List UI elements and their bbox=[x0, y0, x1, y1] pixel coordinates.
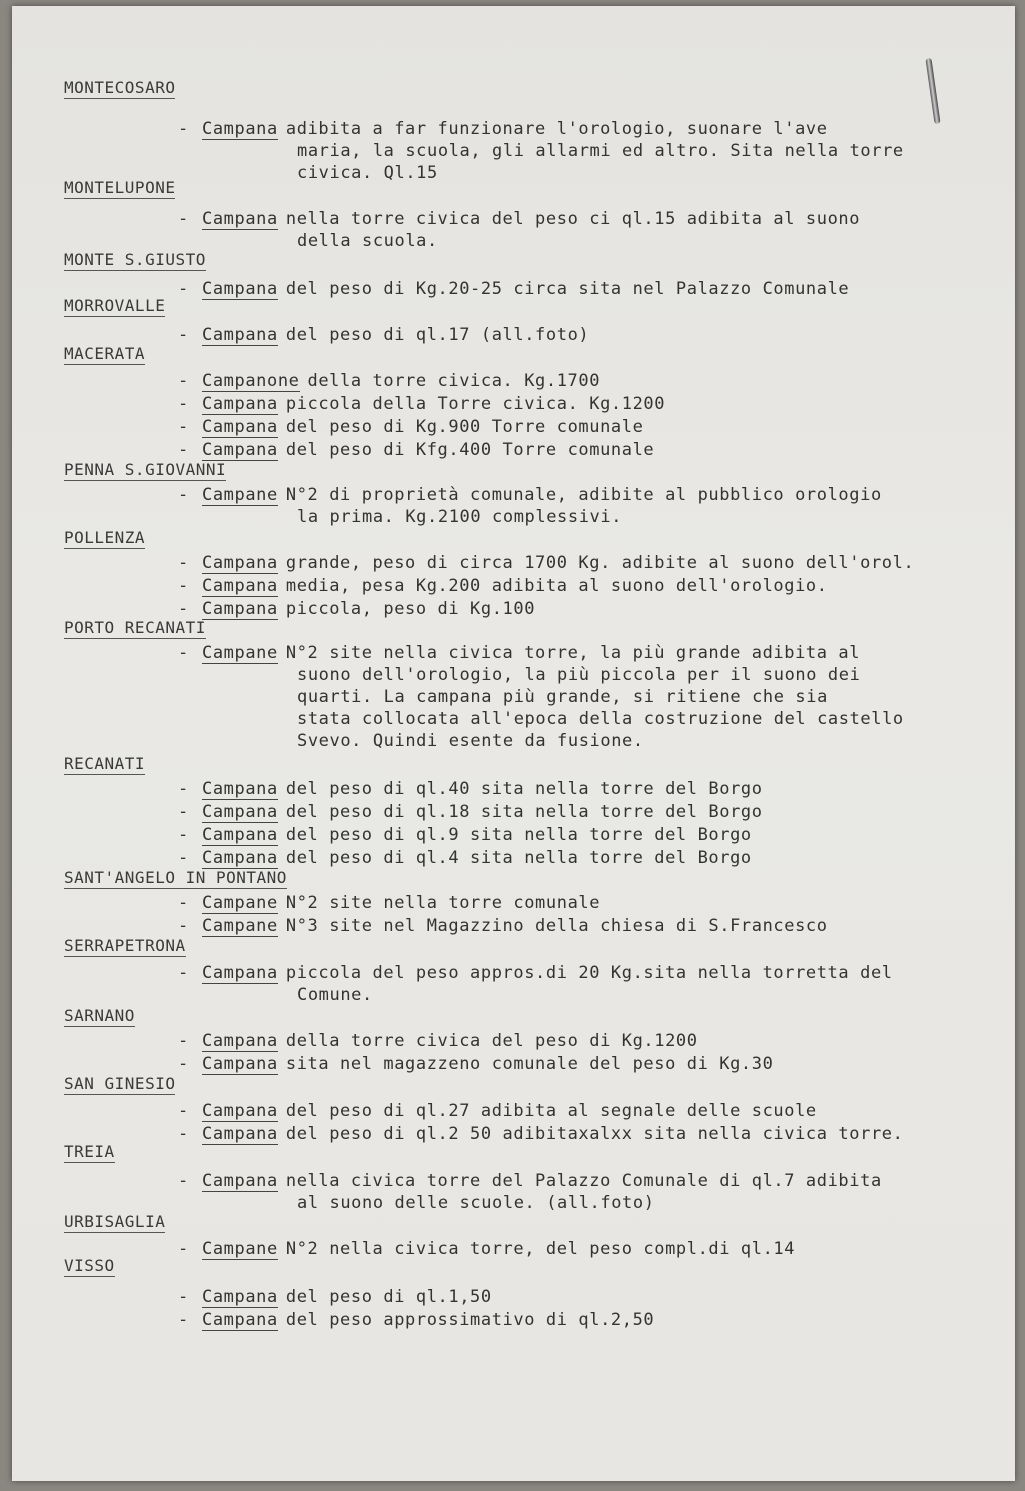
list-dash: - bbox=[178, 825, 189, 845]
bell-type-label: Campane bbox=[202, 643, 278, 663]
bell-entry bbox=[178, 1123, 903, 1145]
bell-type-label: Campane bbox=[202, 485, 278, 505]
bell-type-label: Campana bbox=[202, 1124, 278, 1144]
bell-type-label: Campana bbox=[202, 1171, 278, 1191]
bell-description-continuation: al suono delle scuole. (all.foto) bbox=[297, 1193, 655, 1213]
bell-description: piccola del peso appros.di 20 Kg.sita nella torretta del bbox=[285, 963, 893, 983]
bell-description: adibita a far funzionare l'orologio, suonare l'ave bbox=[285, 119, 828, 139]
list-dash: - bbox=[178, 1124, 189, 1144]
bell-inventory-list bbox=[12, 6, 1015, 1481]
bell-description: piccola della Torre civica. Kg.1200 bbox=[285, 394, 666, 414]
bell-description-continuation: stata collocata all'epoca della costruzione del castello bbox=[297, 709, 904, 729]
list-dash: - bbox=[178, 485, 189, 505]
bell-entry bbox=[178, 484, 882, 506]
bell-description-continuation: suono dell'orologio, la più piccola per il suono dei bbox=[297, 665, 861, 685]
bell-description-continuation: Comune. bbox=[297, 985, 373, 1005]
list-dash: - bbox=[178, 325, 189, 345]
town-heading: TREIA bbox=[64, 1142, 115, 1161]
bell-type-label: Campana bbox=[202, 1310, 278, 1330]
bell-entry bbox=[178, 962, 893, 984]
bell-description: del peso di Kg.900 Torre comunale bbox=[285, 417, 644, 437]
bell-entry bbox=[178, 598, 535, 620]
list-dash: - bbox=[178, 1239, 189, 1259]
town-heading: PORTO RECANATI bbox=[64, 618, 206, 637]
bell-entry bbox=[178, 1100, 817, 1122]
bell-description: della torre civica. Kg.1700 bbox=[307, 371, 601, 391]
list-dash: - bbox=[178, 371, 189, 391]
town-heading: PENNA S.GIOVANNI bbox=[64, 460, 227, 479]
bell-description: del peso di ql.18 sita nella torre del Borgo bbox=[285, 802, 763, 822]
list-dash: - bbox=[178, 1101, 189, 1121]
bell-description: nella civica torre del Palazzo Comunale di ql.7 adibita bbox=[285, 1171, 882, 1191]
bell-entry bbox=[178, 1238, 795, 1260]
bell-description-continuation: Svevo. Quindi esente da fusione. bbox=[297, 731, 644, 751]
bell-type-label: Campana bbox=[202, 119, 278, 139]
bell-description: del peso di ql.9 sita nella torre del Borgo bbox=[285, 825, 752, 845]
town-heading: MACERATA bbox=[64, 344, 146, 363]
bell-type-label: Campana bbox=[202, 440, 278, 460]
bell-entry bbox=[178, 278, 849, 300]
bell-entry bbox=[178, 801, 763, 823]
bell-description-continuation: civica. Ql.15 bbox=[297, 163, 438, 183]
bell-entry bbox=[178, 824, 752, 846]
bell-entry bbox=[178, 1170, 882, 1192]
list-dash: - bbox=[178, 643, 189, 663]
bell-type-label: Campana bbox=[202, 209, 278, 229]
list-dash: - bbox=[178, 394, 189, 414]
bell-description: sita nel magazzeno comunale del peso di Kg.30 bbox=[285, 1054, 774, 1074]
bell-entry bbox=[178, 393, 665, 415]
bell-description: del peso di ql.4 sita nella torre del Borgo bbox=[285, 848, 752, 868]
list-dash: - bbox=[178, 417, 189, 437]
bell-description: del peso di ql.1,50 bbox=[285, 1287, 492, 1307]
bell-entry bbox=[178, 118, 828, 140]
list-dash: - bbox=[178, 963, 189, 983]
town-heading: MONTELUPONE bbox=[64, 178, 176, 197]
town-heading: SERRAPETRONA bbox=[64, 936, 186, 955]
bell-description: del peso di ql.17 (all.foto) bbox=[285, 325, 590, 345]
list-dash: - bbox=[178, 1287, 189, 1307]
bell-entry bbox=[178, 847, 752, 869]
list-dash: - bbox=[178, 119, 189, 139]
town-heading: RECANATI bbox=[64, 754, 146, 773]
bell-description: del peso di ql.40 sita nella torre del Borgo bbox=[285, 779, 763, 799]
list-dash: - bbox=[178, 1310, 189, 1330]
bell-entry bbox=[178, 370, 600, 392]
list-dash: - bbox=[178, 1031, 189, 1051]
bell-description: N°2 site nella torre comunale bbox=[285, 893, 601, 913]
bell-entry bbox=[178, 416, 643, 438]
bell-description: grande, peso di circa 1700 Kg. adibite al suono dell'orol. bbox=[285, 553, 915, 573]
bell-type-label: Campanone bbox=[202, 371, 300, 391]
list-dash: - bbox=[178, 440, 189, 460]
bell-type-label: Campana bbox=[202, 1054, 278, 1074]
bell-description: N°2 site nella civica torre, la più grande adibita al bbox=[285, 643, 861, 663]
bell-entry bbox=[178, 642, 860, 664]
list-dash: - bbox=[178, 802, 189, 822]
bell-type-label: Campana bbox=[202, 394, 278, 414]
bell-description: N°2 di proprietà comunale, adibite al pubblico orologio bbox=[285, 485, 882, 505]
town-heading: SARNANO bbox=[64, 1006, 135, 1025]
bell-entry bbox=[178, 552, 914, 574]
bell-type-label: Campana bbox=[202, 599, 278, 619]
bell-type-label: Campana bbox=[202, 848, 278, 868]
bell-description: del peso di ql.27 adibita al segnale delle scuole bbox=[285, 1101, 817, 1121]
list-dash: - bbox=[178, 893, 189, 913]
bell-type-label: Campane bbox=[202, 893, 278, 913]
bell-type-label: Campana bbox=[202, 963, 278, 983]
bell-description: della torre civica del peso di Kg.1200 bbox=[285, 1031, 698, 1051]
bell-type-label: Campana bbox=[202, 279, 278, 299]
list-dash: - bbox=[178, 848, 189, 868]
bell-type-label: Campana bbox=[202, 553, 278, 573]
bell-description: N°3 site nel Magazzino della chiesa di S.Francesco bbox=[285, 916, 828, 936]
bell-entry bbox=[178, 1030, 698, 1052]
bell-description: N°2 nella civica torre, del peso compl.di ql.14 bbox=[285, 1239, 796, 1259]
list-dash: - bbox=[178, 279, 189, 299]
town-heading: SANT'ANGELO IN PONTANO bbox=[64, 868, 287, 887]
bell-entry bbox=[178, 1286, 492, 1308]
town-heading: POLLENZA bbox=[64, 528, 146, 547]
bell-description-continuation: quarti. La campana più grande, si ritiene che sia bbox=[297, 687, 828, 707]
town-heading: URBISAGLIA bbox=[64, 1212, 166, 1231]
bell-description: piccola, peso di Kg.100 bbox=[285, 599, 536, 619]
bell-description: del peso di Kfg.400 Torre comunale bbox=[285, 440, 655, 460]
bell-description: nella torre civica del peso ci ql.15 adibita al suono bbox=[285, 209, 861, 229]
bell-entry bbox=[178, 208, 860, 230]
list-dash: - bbox=[178, 599, 189, 619]
bell-description: del peso di ql.2 50 adibitaxalxx sita nella civica torre. bbox=[285, 1124, 904, 1144]
bell-type-label: Campane bbox=[202, 1239, 278, 1259]
bell-type-label: Campana bbox=[202, 1287, 278, 1307]
bell-entry bbox=[178, 324, 589, 346]
bell-type-label: Campana bbox=[202, 1031, 278, 1051]
bell-description: del peso di Kg.20-25 circa sita nel Palazzo Comunale bbox=[285, 279, 850, 299]
bell-entry bbox=[178, 1053, 773, 1075]
list-dash: - bbox=[178, 916, 189, 936]
town-heading: MONTECOSARO bbox=[64, 78, 176, 97]
bell-entry bbox=[178, 575, 828, 597]
bell-description-continuation: maria, la scuola, gli allarmi ed altro. Sita nella torre bbox=[297, 141, 904, 161]
typed-document-page bbox=[12, 6, 1015, 1481]
bell-type-label: Campana bbox=[202, 802, 278, 822]
bell-type-label: Campana bbox=[202, 325, 278, 345]
bell-description: media, pesa Kg.200 adibita al suono dell'orologio. bbox=[285, 576, 828, 596]
town-heading: MORROVALLE bbox=[64, 296, 166, 315]
list-dash: - bbox=[178, 1171, 189, 1191]
bell-type-label: Campana bbox=[202, 825, 278, 845]
list-dash: - bbox=[178, 209, 189, 229]
bell-entry bbox=[178, 892, 600, 914]
bell-entry bbox=[178, 1309, 654, 1331]
list-dash: - bbox=[178, 553, 189, 573]
bell-entry bbox=[178, 778, 763, 800]
list-dash: - bbox=[178, 576, 189, 596]
bell-type-label: Campana bbox=[202, 1101, 278, 1121]
town-heading: SAN GINESIO bbox=[64, 1074, 176, 1093]
bell-description: del peso approssimativo di ql.2,50 bbox=[285, 1310, 655, 1330]
bell-entry bbox=[178, 439, 654, 461]
bell-type-label: Campana bbox=[202, 779, 278, 799]
bell-type-label: Campana bbox=[202, 417, 278, 437]
bell-type-label: Campane bbox=[202, 916, 278, 936]
list-dash: - bbox=[178, 779, 189, 799]
bell-description-continuation: della scuola. bbox=[297, 231, 438, 251]
bell-type-label: Campana bbox=[202, 576, 278, 596]
bell-description-continuation: la prima. Kg.2100 complessivi. bbox=[297, 507, 623, 527]
bell-entry bbox=[178, 915, 828, 937]
town-heading: MONTE S.GIUSTO bbox=[64, 250, 206, 269]
town-heading: VISSO bbox=[64, 1256, 115, 1275]
list-dash: - bbox=[178, 1054, 189, 1074]
